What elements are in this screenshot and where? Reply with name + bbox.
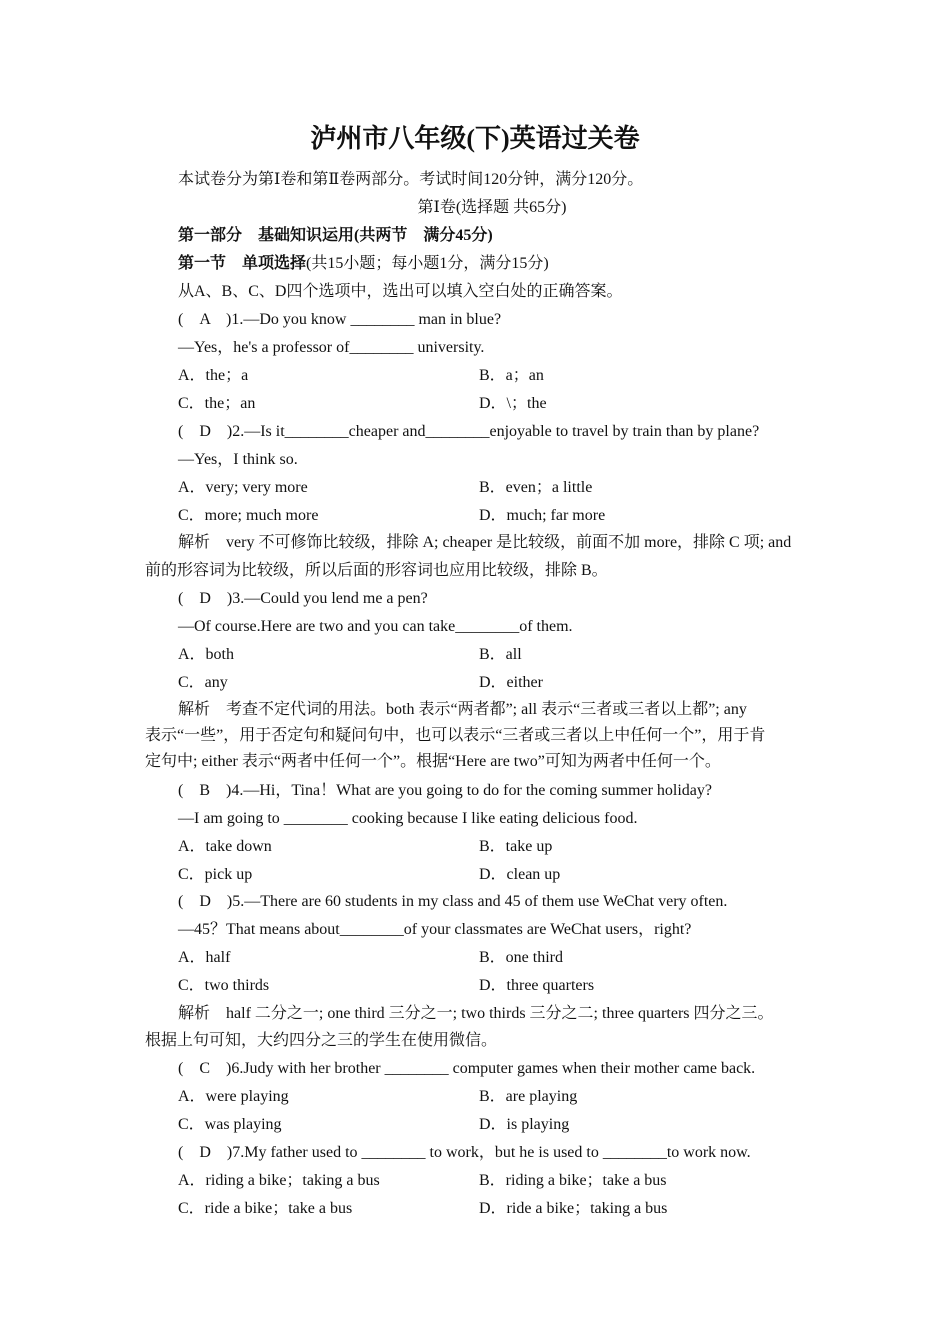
q7-option-b: B．riding a bike；take a bus — [479, 1172, 667, 1189]
q5-explanation-line2: 根据上句可知，大约四分之三的学生在使用微信。 — [145, 1032, 498, 1049]
q6-stem: ( C )6.Judy with her brother ________ computer games when their mother came back. — [178, 1060, 756, 1077]
q2-explanation-line1 — [178, 533, 791, 553]
q2-option-a: A．very; very more — [178, 479, 308, 496]
q5-option-c: C．two thirds — [178, 977, 270, 994]
q3-explanation-label: 解析 — [178, 701, 211, 718]
q4-stem2: —I am going to ________ cooking because I like eating delicious food. — [178, 810, 638, 827]
q4-stem: ( B )4.—Hi，Tina！What are you going to do for the coming summer holiday? — [178, 782, 712, 799]
section-title: 第Ⅰ卷(选择题 共65分) — [417, 199, 567, 216]
q5-stem: ( D )5.—There are 60 students in my class and 45 of them use WeChat very often. — [178, 893, 728, 910]
q4-option-d: D．clean up — [479, 866, 561, 883]
q4-option-c: C．pick up — [178, 866, 253, 883]
q2-option-b: B．even；a little — [479, 479, 593, 496]
directions: 从A、B、C、D四个选项中，选出可以填入空白处的正确答案。 — [178, 283, 623, 300]
q3-explanation-line3: 定句中; either 表示“两者中任何一个”。根据“Here are two”可知为两者中任何一个。 — [145, 753, 721, 770]
q3-explanation-line1 — [178, 700, 747, 720]
intro-text: 本试卷分为第Ⅰ卷和第Ⅱ卷两部分。考试时间120分钟，满分120分。 — [178, 171, 644, 188]
q5-option-d: D．three quarters — [479, 977, 595, 994]
q2-option-c: C．more; much more — [178, 507, 319, 524]
q7-option-a: A．riding a bike；taking a bus — [178, 1172, 380, 1189]
q2-stem2: —Yes，I think so. — [178, 451, 298, 468]
q1-stem2: —Yes，he's a professor of________ university. — [178, 339, 485, 356]
q2-option-d: D．much; far more — [479, 507, 606, 524]
q3-stem: ( D )3.—Could you lend me a pen? — [178, 590, 428, 607]
q2-explanation-label: 解析 — [178, 534, 211, 551]
q6-option-b: B．are playing — [479, 1088, 578, 1105]
q5-option-a: A．half — [178, 949, 231, 966]
q1-option-b: B．a；an — [479, 367, 544, 384]
q3-option-a: A．both — [178, 646, 235, 663]
q2-explanation-line2: 前的形容词为比较级，所以后面的形容词也应用比较级，排除 B。 — [145, 562, 608, 579]
q7-option-d: D．ride a bike；taking a bus — [479, 1200, 668, 1217]
q3-stem2: —Of course.Here are two and you can take________of them. — [178, 618, 573, 635]
q6-option-c: C．was playing — [178, 1116, 282, 1133]
q6-option-d: D．is playing — [479, 1116, 570, 1133]
q3-option-d: D．either — [479, 674, 543, 691]
q1-stem: ( A )1.—Do you know ________ man in blue? — [178, 311, 502, 328]
q3-option-b: B．all — [479, 646, 522, 663]
q2-explanation-text1: very 不可修饰比较级，排除 A; cheaper 是比较级，前面不加 more，排除 C 项; and — [226, 534, 792, 551]
q3-explanation-line2: 表示“一些”，用于否定句和疑问句中，也可以表示“三者或三者以上中任何一个”，用于肯 — [145, 727, 766, 744]
q7-option-c: C．ride a bike；take a bus — [178, 1200, 353, 1217]
part-heading: 第一部分 基础知识运用(共两节 满分45分) — [178, 227, 493, 244]
q5-explanation-label: 解析 — [178, 1005, 211, 1022]
q5-stem2: —45？That means about________of your classmates are WeChat users，right? — [178, 921, 692, 938]
subsection-label: 第一节 单项选择 — [178, 255, 307, 272]
subsection-heading — [178, 254, 549, 274]
subsection-desc: (共15小题；每小题1分，满分15分) — [306, 255, 549, 272]
page-title: 泸州市八年级(下)英语过关卷 — [310, 124, 640, 153]
q4-option-b: B．take up — [479, 838, 553, 855]
q5-explanation-text1: half 二分之一; one third 三分之一; two thirds 三分之二; three quarters 四分之三。 — [226, 1005, 774, 1022]
q5-explanation-line1 — [178, 1004, 774, 1024]
q1-option-d: D．\；the — [479, 395, 547, 412]
q7-stem: ( D )7.My father used to ________ to work，but he is used to ________to work now. — [178, 1144, 751, 1161]
q5-option-b: B．one third — [479, 949, 563, 966]
q3-option-c: C．any — [178, 674, 228, 691]
q4-option-a: A．take down — [178, 838, 272, 855]
q3-explanation-text1: 考查不定代词的用法。both 表示“两者都”; all 表示“三者或三者以上都”; any — [226, 701, 747, 718]
q1-option-c: C．the；an — [178, 395, 256, 412]
q1-option-a: A．the；a — [178, 367, 249, 384]
q2-stem: ( D )2.—Is it________cheaper and________enjoyable to travel by train than by plane? — [178, 423, 760, 440]
q6-option-a: A．were playing — [178, 1088, 289, 1105]
